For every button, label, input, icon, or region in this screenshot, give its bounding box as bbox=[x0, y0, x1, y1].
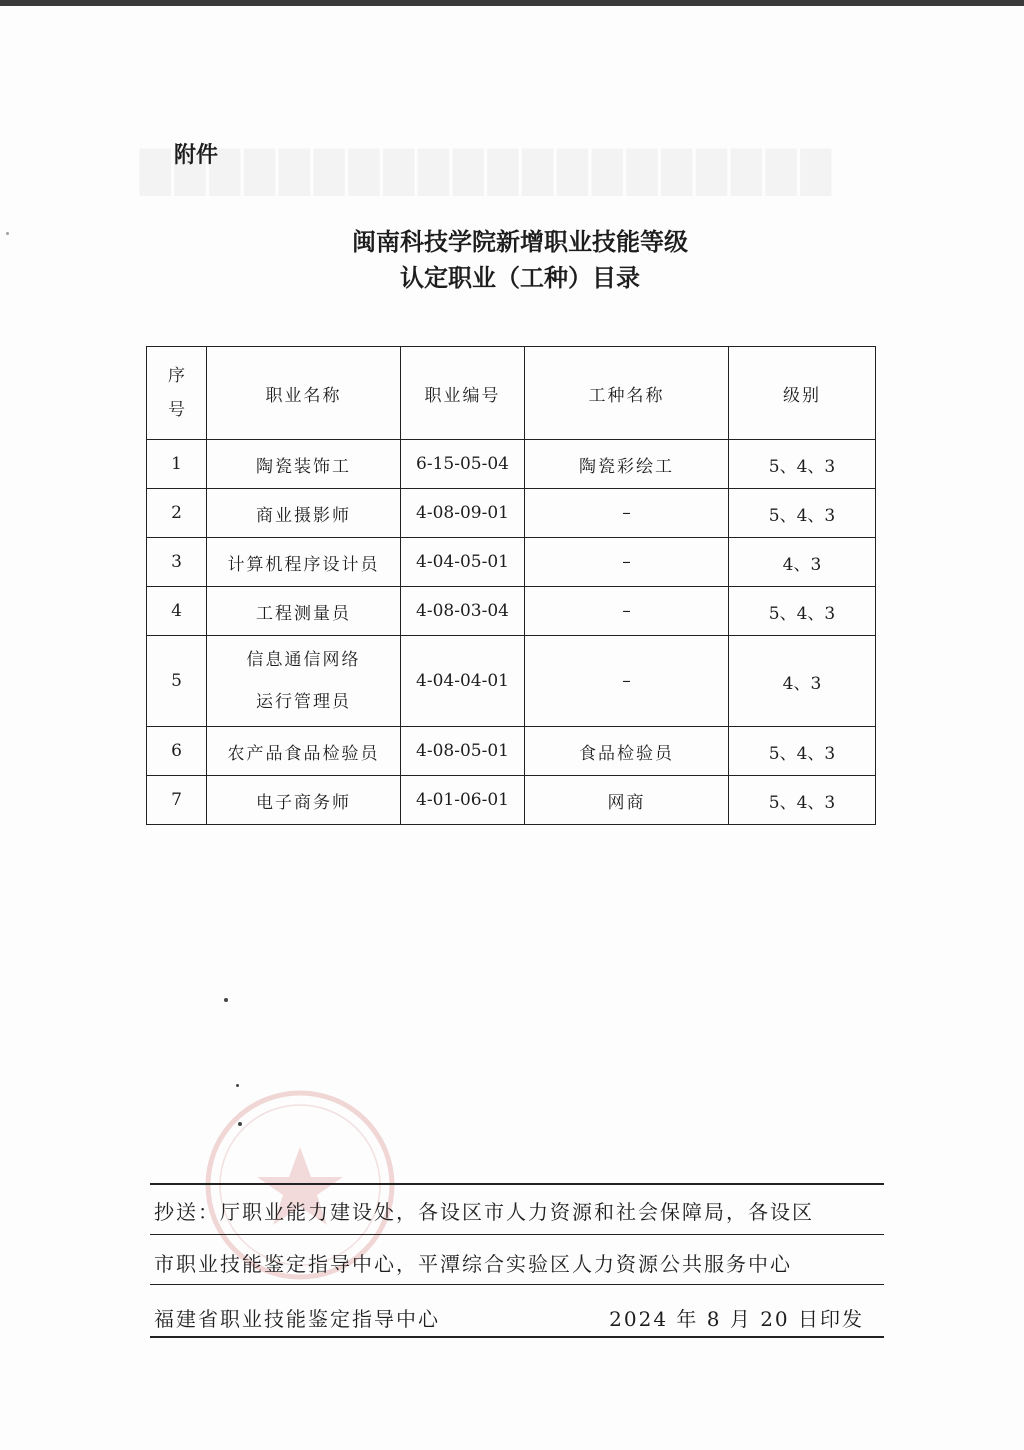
cell-job-type: – bbox=[525, 538, 729, 587]
cell-serial: 5 bbox=[147, 636, 207, 727]
table-row bbox=[147, 489, 876, 538]
header-serial-char-2: 号 bbox=[168, 400, 185, 420]
header-occupation-name: 职业名称 bbox=[207, 347, 401, 440]
cell-level: 5、4、3 bbox=[729, 776, 876, 825]
header-occupation-code: 职业编号 bbox=[401, 347, 525, 440]
cc-line-2: 市职业技能鉴定指导中心，平潭综合实验区人力资源公共服务中心 bbox=[154, 1252, 792, 1276]
cell-job-type: – bbox=[525, 636, 729, 727]
header-serial-number bbox=[147, 347, 207, 440]
scan-speck bbox=[6, 232, 9, 235]
scan-speck bbox=[236, 1084, 239, 1087]
cell-occupation-name: 计算机程序设计员 bbox=[207, 538, 401, 587]
cell-level: 4、3 bbox=[729, 538, 876, 587]
cc-line-1: 抄送：厅职业能力建设处，各设区市人力资源和社会保障局，各设区 bbox=[154, 1200, 814, 1224]
cell-occupation-code: 4-04-04-01 bbox=[401, 636, 525, 727]
cell-level: 5、4、3 bbox=[729, 489, 876, 538]
cell-occupation-code: 4-08-05-01 bbox=[401, 727, 525, 776]
cell-serial: 6 bbox=[147, 727, 207, 776]
issue-date: 2024 年 8 月 20 日印发 bbox=[609, 1307, 864, 1331]
cell-occupation-name: 商业摄影师 bbox=[207, 489, 401, 538]
cell-serial: 4 bbox=[147, 587, 207, 636]
attachment-label: 附件 bbox=[174, 143, 219, 168]
cell-job-type: 食品检验员 bbox=[525, 727, 729, 776]
cell-occupation-name: 农产品食品检验员 bbox=[207, 727, 401, 776]
occupation-catalog-table bbox=[146, 346, 876, 825]
cell-occupation-name-line-1: 信息通信网络 bbox=[246, 650, 361, 670]
footer-rule bbox=[150, 1234, 884, 1235]
cell-occupation-code: 4-01-06-01 bbox=[401, 776, 525, 825]
bleed-through-text bbox=[140, 150, 880, 196]
cell-job-type: 陶瓷彩绘工 bbox=[525, 440, 729, 489]
issuer-name: 福建省职业技能鉴定指导中心 bbox=[154, 1307, 440, 1331]
cell-job-type: – bbox=[525, 489, 729, 538]
cell-level: 5、4、3 bbox=[729, 587, 876, 636]
footer-top-rule bbox=[150, 1183, 884, 1185]
table-header-row bbox=[147, 347, 876, 440]
table-row bbox=[147, 727, 876, 776]
cell-occupation-code: 6-15-05-04 bbox=[401, 440, 525, 489]
scan-speck bbox=[238, 1122, 242, 1126]
cell-occupation-code: 4-08-03-04 bbox=[401, 587, 525, 636]
table-row bbox=[147, 538, 876, 587]
cell-occupation-code: 4-04-05-01 bbox=[401, 538, 525, 587]
cell-job-type: 网商 bbox=[525, 776, 729, 825]
cell-serial: 2 bbox=[147, 489, 207, 538]
table-row bbox=[147, 636, 876, 727]
cell-occupation-name: 陶瓷装饰工 bbox=[207, 440, 401, 489]
cell-serial: 7 bbox=[147, 776, 207, 825]
cell-level: 4、3 bbox=[729, 636, 876, 727]
cell-level: 5、4、3 bbox=[729, 440, 876, 489]
document-title-line-2: 认定职业（工种）目录 bbox=[400, 263, 640, 292]
table-row bbox=[147, 776, 876, 825]
cell-occupation-code: 4-08-09-01 bbox=[401, 489, 525, 538]
table-row bbox=[147, 587, 876, 636]
cell-occupation-name bbox=[207, 636, 401, 727]
cell-occupation-name-line-2: 运行管理员 bbox=[256, 692, 351, 712]
page-top-edge bbox=[0, 0, 1024, 6]
document-title-line-1: 闽南科技学院新增职业技能等级 bbox=[352, 227, 688, 256]
cell-occupation-name: 电子商务师 bbox=[207, 776, 401, 825]
footer-rule bbox=[150, 1284, 884, 1285]
cell-serial: 3 bbox=[147, 538, 207, 587]
header-job-type: 工种名称 bbox=[525, 347, 729, 440]
cell-occupation-name: 工程测量员 bbox=[207, 587, 401, 636]
cell-serial: 1 bbox=[147, 440, 207, 489]
scan-speck bbox=[224, 998, 228, 1002]
header-serial-char-1: 序 bbox=[168, 366, 185, 386]
header-level: 级别 bbox=[729, 347, 876, 440]
cell-job-type: – bbox=[525, 587, 729, 636]
table-row bbox=[147, 440, 876, 489]
footer-bottom-rule bbox=[150, 1336, 884, 1338]
cell-level: 5、4、3 bbox=[729, 727, 876, 776]
